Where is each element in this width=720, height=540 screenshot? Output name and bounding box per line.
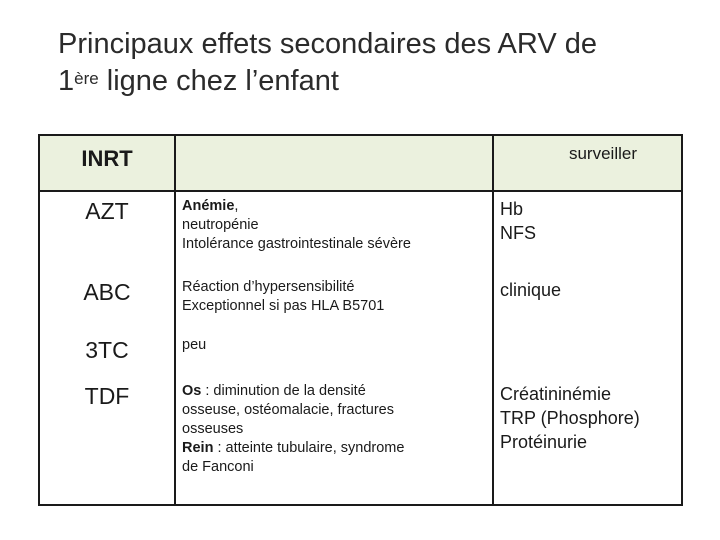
header-monitor-cell: surveiller — [493, 135, 682, 191]
drug-cell: ABC — [39, 273, 175, 331]
monitor-cell — [493, 191, 682, 273]
monitor-line: NFS — [500, 223, 536, 243]
title-line-1: Principaux effets secondaires des ARV de — [58, 28, 597, 60]
effect-line: peu — [182, 337, 207, 353]
arv-side-effects-table — [38, 134, 683, 506]
effect-line: Exceptionnel si pas HLA B5701 — [182, 298, 385, 314]
table-row — [39, 331, 682, 377]
slide-title — [58, 26, 698, 100]
table-header-row — [39, 135, 682, 191]
header-drug-cell: INRT — [39, 135, 175, 191]
effect-line: Rein : atteinte tubulaire, syndrome — [182, 440, 405, 456]
monitor-line: Créatininémie — [500, 384, 612, 404]
title-rest: ligne chez l’enfant — [98, 65, 339, 97]
drug-cell: 3TC — [39, 331, 175, 377]
effect-line: neutropénie — [182, 217, 259, 233]
effect-line: Os : diminution de la densité — [182, 383, 366, 399]
table-row — [39, 273, 682, 331]
effect-line: osseuses — [182, 421, 244, 437]
monitor-line: Hb — [500, 199, 524, 219]
effects-cell — [175, 377, 493, 505]
effect-line: Réaction d’hypersensibilité — [182, 279, 355, 295]
drug-cell: AZT — [39, 191, 175, 273]
monitor-line: clinique — [500, 280, 562, 300]
title-line-2 — [58, 63, 698, 100]
title-superscript: ère — [74, 69, 99, 88]
monitor-cell — [493, 331, 682, 377]
monitor-line: Protéinurie — [500, 432, 588, 452]
effect-line: osseuse, ostéomalacie, fractures — [182, 402, 394, 418]
monitor-cell — [493, 273, 682, 331]
effects-cell — [175, 273, 493, 331]
monitor-line: TRP (Phosphore) — [500, 408, 640, 428]
effect-line: Intolérance gastrointestinale sévère — [182, 236, 411, 252]
title-number: 1 — [58, 65, 75, 97]
effects-cell — [175, 191, 493, 273]
table-row — [39, 377, 682, 505]
effect-line: de Fanconi — [182, 459, 254, 475]
monitor-cell — [493, 377, 682, 505]
table-row — [39, 191, 682, 273]
effects-cell — [175, 331, 493, 377]
effect-line: Anémie, — [182, 198, 239, 214]
drug-cell: TDF — [39, 377, 175, 505]
header-effects-cell — [175, 135, 493, 191]
